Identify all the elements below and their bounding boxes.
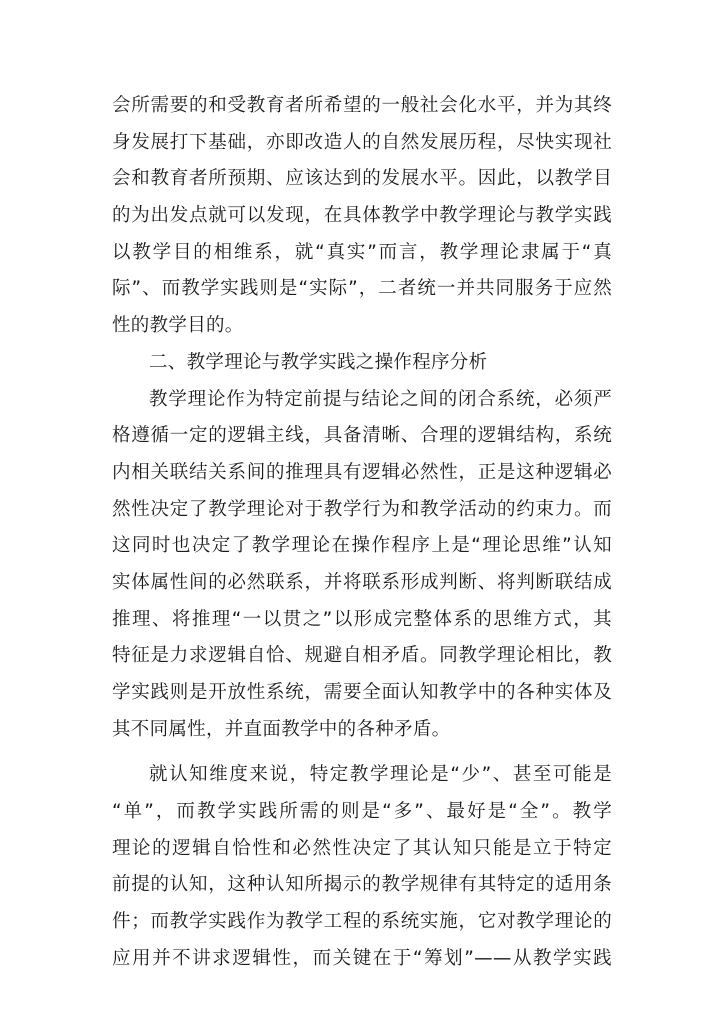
text-line: 以教学目的相维系，就“真实”而言，教学理论隶属于“真 [112,241,612,263]
text-line: 格遵循一定的逻辑主线，具备清晰、合理的逻辑结构，系统 [112,425,612,447]
text-line: 推理、将推理“一以贯之”以形成完整体系的思维方式，其 [112,608,612,630]
text-line: 会所需要的和受教育者所希望的一般社会化水平，并为其终 [112,95,612,116]
text-line: 际”、而教学实践则是“实际”，二者统一并共同服务于应然 [112,278,612,300]
text-line: 然性决定了教学理论对于教学行为和教学活动的约束力。而 [112,498,612,520]
text-line: 理论的逻辑自恰性和必然性决定了其认知只能是立于特定 [112,837,612,859]
text-line: 应用并不讲求逻辑性，而关键在于“筹划”——从教学实践 [112,947,612,969]
text-line: 学实践则是开放性系统，需要全面认知教学中的各种实体及 [112,682,612,703]
text-line: 这同时也决定了教学理论在操作程序上是“理论思维”认知 [112,535,612,557]
paragraph [112,88,612,345]
body-text [112,88,612,978]
text-line: 实体属性间的必然联系，并将联系形成判断、将判断联结成 [112,571,612,593]
paragraph [112,757,612,977]
text-line: 身发展打下基础，亦即改造人的自然发展历程，尽快实现社 [112,131,612,153]
text-line: “单”，而教学实践所需的则是“多”、最好是“全”。教学 [112,801,612,823]
text-line: 就认知维度来说，特定教学理论是“少”、甚至可能是 [149,764,612,786]
text-line: 其不同属性，并直面教学中的各种矛盾。 [112,718,451,740]
text-line: 特征是力求逻辑自恰、规避自相矛盾。同教学理论相比，教 [112,645,612,667]
heading-text: 二、教学理论与教学实践之操作程序分析 [149,351,488,373]
text-line: 教学理论作为特定前提与结论之间的闭合系统，必须严 [149,388,612,410]
section-heading [112,345,612,382]
text-line: 前提的认知，这种认知所揭示的教学规律有其特定的适用条 [112,874,612,896]
text-line: 内相关联结关系间的推理具有逻辑必然性，正是这种逻辑必 [112,461,612,483]
text-line: 件；而教学实践作为教学工程的系统实施，它对教学理论的 [112,911,612,933]
paragraph-gap [112,748,612,757]
text-line: 性的教学目的。 [112,315,244,337]
text-line: 的为出发点就可以发现，在具体教学中教学理论与教学实践 [112,205,612,227]
paragraph [112,382,612,749]
text-line: 会和教育者所预期、应该达到的发展水平。因此，以教学目 [112,168,612,190]
